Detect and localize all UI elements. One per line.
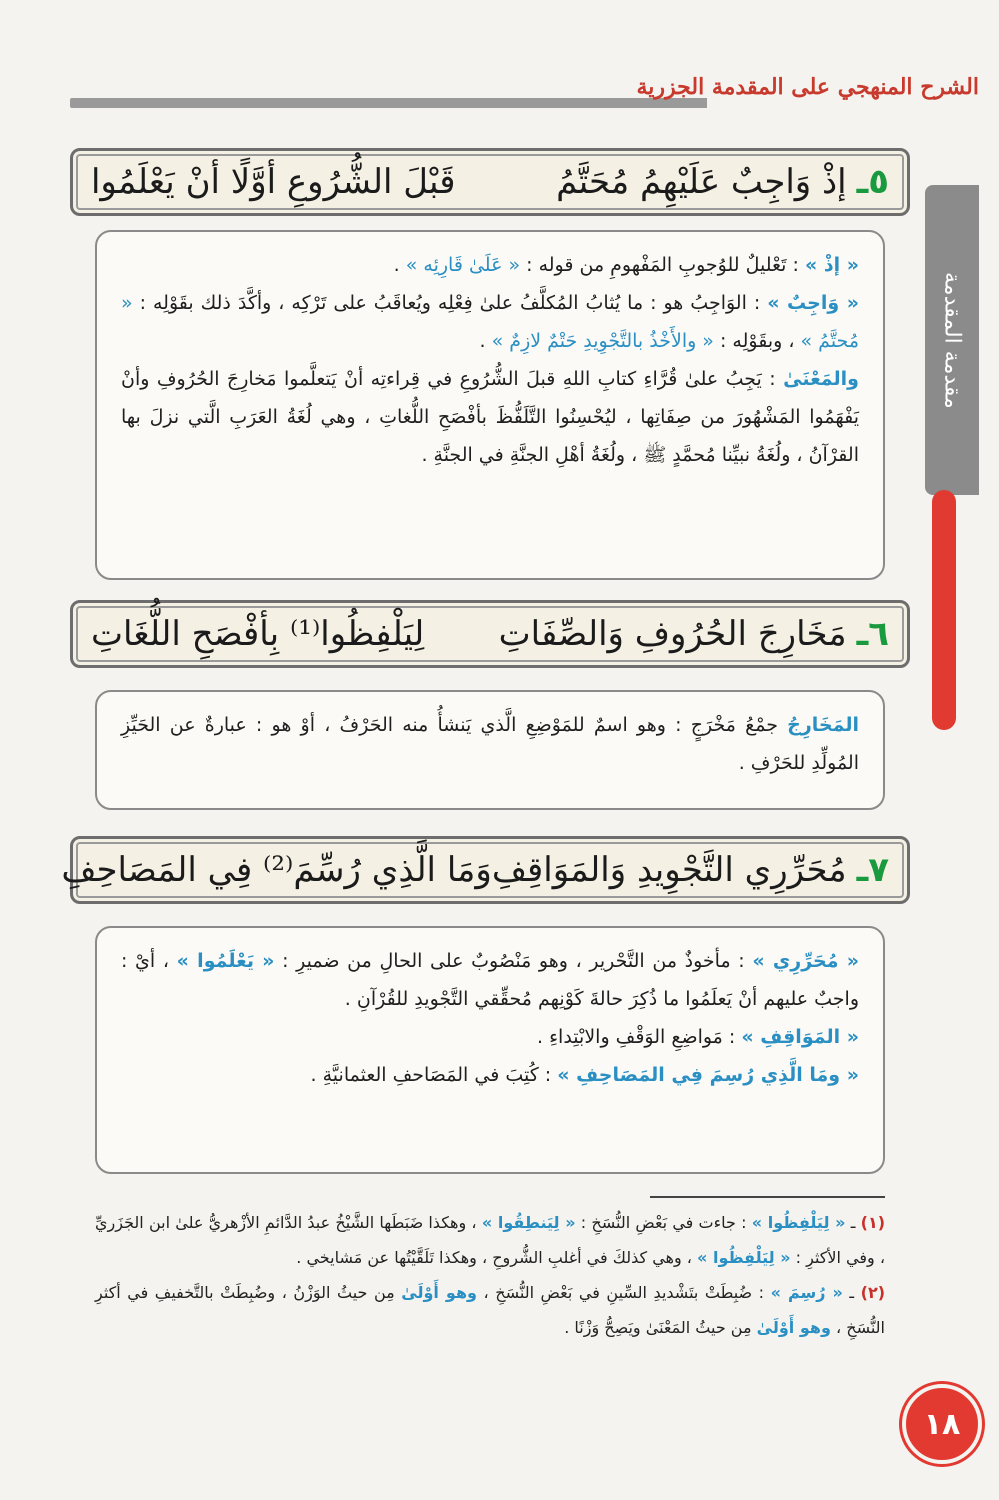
verse-second-hemistich: وَمَا الَّذِي رُسِّمَ⁽²⁾ فِي المَصَاحِفِ: [61, 850, 492, 890]
quoted-phrase: « يَعْلَمُوا »: [176, 950, 275, 972]
term-keyword: « ومَا الَّذِي رُسِمَ فِي المَصَاحِفِ »: [557, 1064, 859, 1086]
commentary-text: : يَجِبُ علىٰ قُرَّاءِ كتابِ اللهِ قبلَ الشُّرُوعِ في قِراءتِه أنْ يَتعلَّموا مَخارِجَ الحُرُوفِ وأنْ يَفْهَمُوا المَشْهُورَ من صِفَاتِها ، ليُحْسِنُوا التَّلَفُّظَ بأفْصَحِ اللُّغاتِ ، وهي لُغَةُ العَرَبِ الَّتي نزلَ بها القرْآنُ ، ولُغَةُ نبيِّنا مُحمَّدٍ ﷺ ، ولُغَةُ أهْلِ الجنَّةِ في الجنَّةِ .: [121, 368, 859, 466]
commentary-text: جمْعُ مَخْرَجٍ : وهو اسمٌ للمَوْضِعِ الَّذي يَنشأُ منه الحَرْفُ ، أوْ هو : عبارةٌ عن الحَيِّزِ المُولِّدِ للحَرْفِ .: [121, 714, 859, 774]
quoted-phrase: « والأَخْذُ بالتَّجْوِيدِ حَتْمٌ لازِمٌ »: [491, 330, 714, 352]
commentary-paragraph: [121, 942, 859, 1018]
footnote-quote: وهو أَوْلَىٰ: [756, 1318, 831, 1337]
footnote-text: : جاءت في بَعْضِ النُّسَخِ :: [575, 1213, 747, 1232]
commentary-text: : مأخوذٌ من التَّحْرير ، وهو مَنْصُوبٌ على الحالِ من ضميرِ :: [274, 950, 745, 972]
footnote-quote: « لِيَنطِقُوا »: [481, 1213, 576, 1232]
commentary-paragraph: [121, 1018, 859, 1056]
verse-box-5: [70, 148, 910, 216]
quoted-phrase: « مُحتَّمُ »: [121, 292, 859, 352]
footnote-number: (٢): [860, 1283, 886, 1302]
commentary-text: : تَعْليلٌ للوُجوبِ المَفْهومِ من قوله :: [520, 254, 799, 276]
chapter-side-tab: [925, 185, 979, 495]
footnote-text: مِن حيثُ الوَزْنُ ، وضُبِطَتْ بالتَّخفيفِ في أكثرِ النُّسَخِ ،: [95, 1283, 885, 1337]
footnote-separator: [650, 1196, 885, 1198]
verse-number: ٦ـ: [856, 614, 889, 654]
footnote-keyword: « لِيَلْفِظُوا »: [751, 1213, 846, 1232]
term-keyword: « وَاجِبٌ »: [767, 292, 859, 314]
chapter-side-tab-label: مقدمة المقدمة: [939, 271, 965, 409]
commentary-paragraph: [121, 284, 859, 360]
term-keyword: المَخَارِجُ: [787, 714, 859, 736]
commentary-text: : الوَاجِبُ هو : ما يُثابُ المُكلَّفُ علىٰ فِعْلِه ويُعاقَبُ على تَرْكِه ، وأكَّدَ ذلك بقَوْلِه :: [132, 292, 761, 314]
commentary-box-3: [95, 926, 885, 1174]
verse-number: ٧ـ: [856, 850, 889, 890]
commentary-text: : كُتِبَ في المَصَاحفِ العثمانيَّةِ .: [310, 1064, 552, 1086]
footnote-text: مِن حيثُ المَعْنَىٰ ويَصِحُّ وَزْنًا .: [564, 1318, 752, 1337]
verse-first-hemistich: مُحَرِّرِي التَّجْوِيدِ وَالمَوَاقِفِ: [491, 850, 847, 890]
footnote-1: (١) ـ « لِيَلْفِظُوا » : جاءت في بَعْضِ النُّسَخِ : « لِيَنطِقُوا » ، وهكذا ضَبَطَها الشَّيْخُ عبدُ الدَّائمِ الأزْهريُّ علىٰ ابن الجَزَريِّ ، وفي الأكثرِ : « لِيَلْفِظُوا » ، وهي كذلكَ في أغلبِ الشُّروحِ ، وهكذا تَلَقَّيْتُها عن مَشايخي .: [95, 1213, 886, 1267]
commentary-text: .: [393, 254, 400, 276]
footnote-text: : ضُبِطَتْ بتَشْديدِ السِّينِ في بَعْضِ النُّسَخِ ،: [477, 1283, 765, 1302]
footnote-quote: « لِيَلْفِظُوا »: [697, 1248, 791, 1267]
verse-box-7: [61, 836, 910, 904]
footnote-text: ، وهكذا ضَبَطَها الشَّيْخُ عبدُ الدَّائمِ الأزْهريُّ علىٰ ابن الجَزَريِّ ، وفي الأكثرِ :: [95, 1213, 885, 1267]
commentary-text: .: [479, 330, 486, 352]
term-keyword: « مُحَرِّرِي »: [752, 950, 860, 972]
commentary-box-2: [95, 690, 885, 810]
verse-first-hemistich: مَخَارِجَ الحُرُوفِ وَالصِّفَاتِ: [498, 614, 847, 654]
commentary-paragraph: [121, 360, 859, 474]
quoted-phrase: « عَلَىٰ قَارِئِه »: [405, 254, 521, 276]
footnote-keyword: « رُسِمَ »: [770, 1283, 843, 1302]
verse-first-hemistich: إذْ وَاجِبٌ عَلَيْهِمُ مُحَتَّمُ: [556, 162, 847, 202]
commentary-paragraph: [121, 706, 859, 782]
footnotes: [95, 1205, 885, 1345]
footnote-text: ، وهي كذلكَ في أغلبِ الشُّروحِ ، وهكذا تَلَقَّيْتُها عن مَشايخي .: [296, 1248, 692, 1267]
term-keyword: والمَعْنَىٰ: [783, 368, 859, 390]
verse-number: ٥ـ: [856, 162, 889, 202]
commentary-box-1: [95, 230, 885, 580]
term-keyword: « المَوَاقِفِ »: [741, 1026, 859, 1048]
commentary-text: ، أيْ : واجبٌ عليهم أنْ يَعلَمُوا ما ذُكِرَ حالةَ كَوْنِهم مُحقِّقي التَّجْويدِ للقُرْآنِ .: [121, 950, 859, 1010]
verse-second-hemistich: لِيَلْفِظُوا⁽¹⁾ بِأفْصَحِ اللُّغَاتِ: [90, 614, 425, 654]
verse-box-6: [70, 600, 910, 668]
footnote-2: (٢) ـ « رُسِمَ » : ضُبِطَتْ بتَشْديدِ السِّينِ في بَعْضِ النُّسَخِ ، وهو أَوْلَىٰ مِن حيثُ الوَزْنُ ، وضُبِطَتْ بالتَّخفيفِ في أكثرِ النُّسَخِ ، وهو أَوْلَىٰ مِن حيثُ المَعْنَىٰ ويَصِحُّ وَزْنًا .: [95, 1283, 886, 1337]
commentary-paragraph: [121, 246, 859, 284]
commentary-text: : مَواضِعِ الوَقْفِ والابْتِداءِ .: [537, 1026, 736, 1048]
verse-second-hemistich: قَبْلَ الشُّرُوعِ أوَّلًا أنْ يَعْلَمُوا: [90, 162, 456, 202]
footnote-quote: وهو أَوْلَىٰ: [401, 1283, 478, 1302]
chapter-progress-bar: [932, 490, 956, 730]
term-keyword: « إذْ »: [804, 254, 859, 276]
commentary-text: ، وبقَوْلِه :: [713, 330, 795, 352]
footnote-number: (١): [860, 1213, 886, 1232]
page-number-badge: ١٨: [902, 1384, 982, 1464]
commentary-paragraph: [121, 1056, 859, 1094]
running-header-title: الشرح المنهجي على المقدمة الجزرية: [707, 74, 987, 114]
